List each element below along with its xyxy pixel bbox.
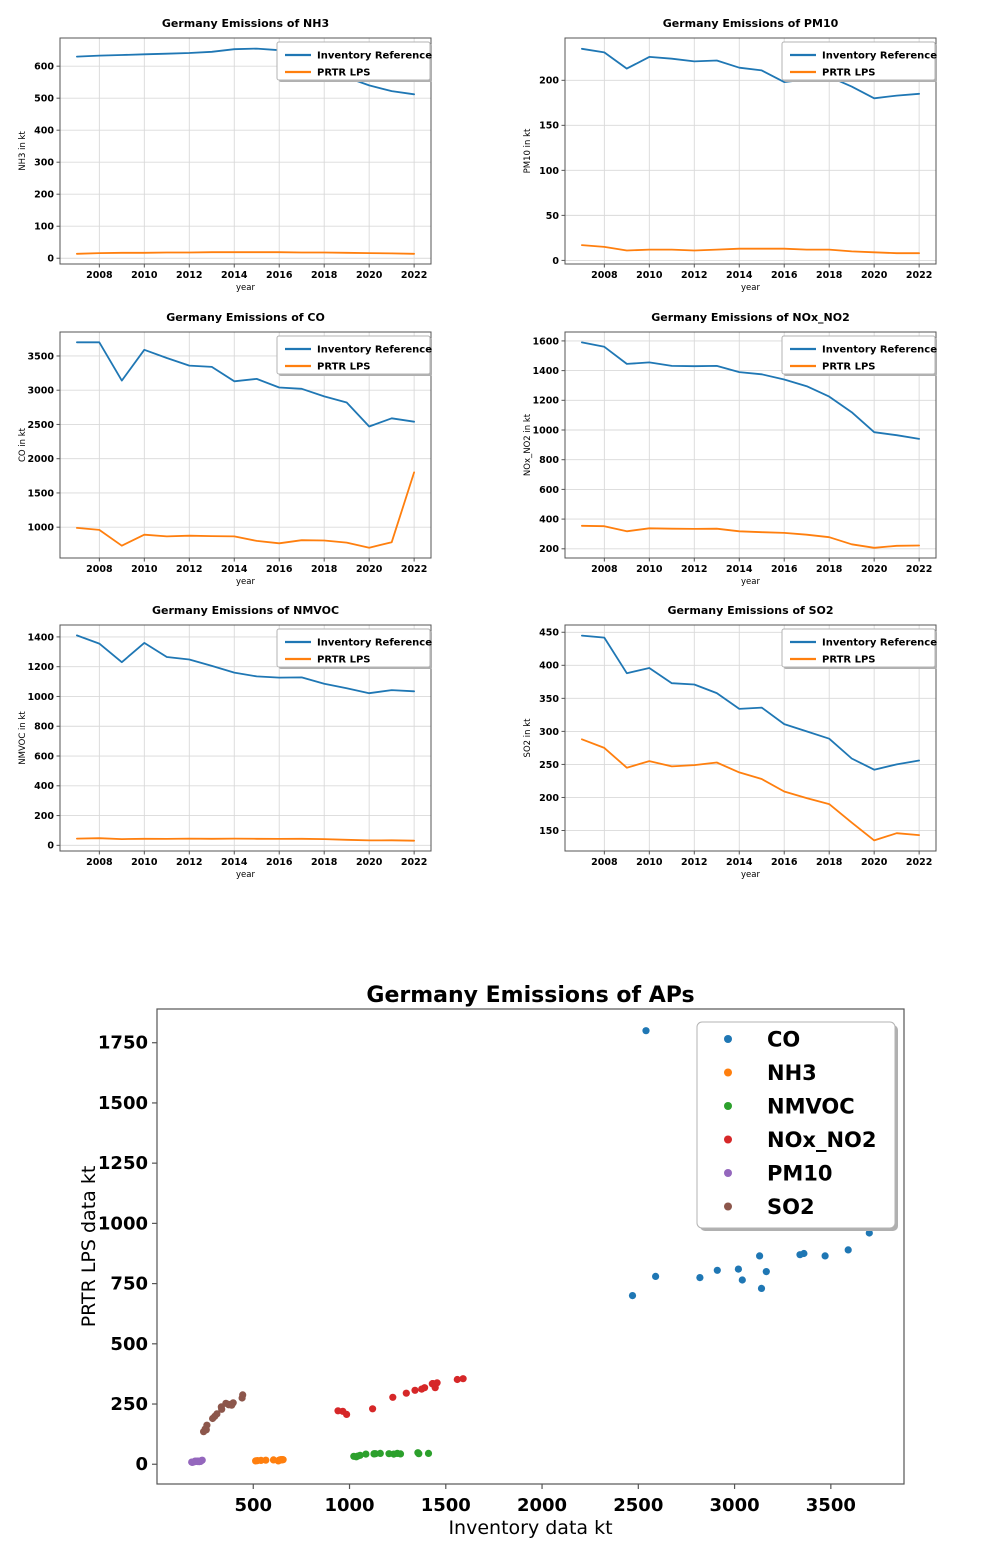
y-tick-label: 450 [539,627,559,639]
series-line-PRTR LPS [77,838,414,841]
points-NOx_NO2 [334,1375,466,1418]
chart-so2-figure [515,595,995,890]
legend-label-SO2: SO2 [767,1195,815,1219]
x-axis-label: year [741,577,760,587]
y-tick-label: 400 [34,125,54,137]
y-tick-label: 1400 [27,632,54,644]
x-tick-label: 2020 [355,270,383,281]
points-SO2 [200,1391,246,1435]
x-axis-label: Inventory data kt [448,1517,613,1539]
y-tick-label: 400 [539,514,559,526]
y-tick-label: 100 [539,165,559,177]
x-tick-label: 2012 [176,857,203,868]
y-tick-label: 1000 [532,425,559,437]
y-tick-label: 0 [552,255,559,267]
x-axis-label: year [741,870,760,880]
y-tick-label: 50 [545,210,559,222]
y-tick-label: 1250 [97,1153,148,1175]
legend-label-NOx_NO2: NOx_NO2 [767,1128,877,1152]
chart-title: Germany Emissions of PM10 [662,17,839,30]
x-tick-label: 2014 [726,564,753,575]
x-tick-label: 2008 [591,857,618,868]
x-axis-label: year [741,283,760,293]
y-tick-label: 500 [110,1333,148,1355]
plot-area [18,311,432,587]
legend-label-NH3: NH3 [767,1061,817,1085]
y-axis-label: NH3 in kt [18,131,28,171]
y-axis-label: PM10 in kt [523,128,533,174]
chart-title: Germany Emissions of APs [366,983,695,1008]
x-tick-label: 2020 [860,857,888,868]
x-tick-label: 2018 [310,270,338,281]
y-tick-label: 1400 [532,366,559,378]
x-tick-label: 2012 [681,564,708,575]
y-tick-label: 500 [34,93,54,105]
y-axis-label: CO in kt [18,427,28,463]
y-tick-label: 200 [34,810,54,822]
y-tick-label: 200 [34,189,54,201]
x-tick-label: 2022 [400,564,428,575]
points-PM10 [188,1457,206,1466]
x-tick-label: 2018 [310,857,338,868]
y-tick-label: 250 [110,1394,148,1416]
x-tick-label: 2018 [310,564,338,575]
x-tick-label: 2022 [905,270,933,281]
y-tick-label: 1000 [97,1213,148,1235]
x-axis-label: year [236,283,255,293]
y-tick-label: 200 [539,792,559,804]
legend-marker-NH3 [724,1069,732,1077]
legend-label-Inventory Reference: Inventory Reference [822,50,937,62]
plot-area [523,17,937,293]
y-axis-label: PRTR LPS data kt [78,1165,100,1328]
legend-marker-NMVOC [724,1102,732,1110]
series-line-PRTR LPS [582,245,919,253]
y-tick-label: 150 [539,825,559,837]
legend-marker-NOx_NO2 [724,1136,732,1144]
y-tick-label: 1200 [27,662,54,674]
y-tick-label: 1500 [27,488,54,500]
y-tick-label: 600 [34,751,54,763]
legend-marker-PM10 [724,1169,732,1177]
series-line-PRTR LPS [582,526,919,548]
x-tick-label: 2008 [591,564,618,575]
legend-marker-SO2 [724,1203,732,1211]
legend-label-Inventory Reference: Inventory Reference [317,50,432,62]
y-tick-label: 200 [539,544,559,556]
x-tick-label: 2020 [355,857,383,868]
chart-aps-scatter-figure [55,973,955,1551]
chart-title: Germany Emissions of NH3 [161,17,330,30]
y-tick-label: 1200 [532,395,559,407]
plot-area [523,604,937,880]
chart-nox-no2 [515,302,995,597]
legend-label-Inventory Reference: Inventory Reference [822,637,937,649]
series-line-PRTR LPS [77,472,414,547]
legend-label-PRTR LPS: PRTR LPS [822,67,876,79]
x-tick-label: 2010 [131,564,158,575]
x-tick-label: 2010 [636,564,663,575]
y-tick-label: 1750 [97,1032,148,1054]
y-tick-label: 2000 [27,454,54,466]
x-tick-label: 2014 [726,270,753,281]
x-tick-label: 2012 [176,564,203,575]
x-tick-label: 2018 [815,857,843,868]
x-tick-label: 2016 [266,857,293,868]
x-tick-label: 2016 [771,270,798,281]
points-NMVOC [350,1449,432,1460]
y-tick-label: 600 [539,484,559,496]
x-tick-label: 2020 [860,270,888,281]
x-tick-label: 2016 [771,857,798,868]
x-tick-label: 3500 [805,1495,856,1516]
x-tick-label: 2012 [681,270,708,281]
y-tick-label: 1500 [97,1092,148,1114]
x-tick-label: 2022 [905,564,933,575]
y-tick-label: 150 [539,120,559,132]
x-tick-label: 2020 [355,564,383,575]
y-tick-label: 250 [539,759,559,771]
y-tick-label: 200 [539,75,559,87]
y-tick-label: 3000 [27,385,54,397]
y-tick-label: 100 [34,221,54,233]
y-tick-label: 350 [539,693,559,705]
chart-nmvoc-figure [10,595,490,890]
plot-area [78,983,904,1539]
y-tick-label: 300 [34,157,54,169]
x-axis-label: year [236,577,255,587]
x-tick-label: 2008 [86,857,113,868]
y-tick-label: 1600 [532,336,559,348]
y-tick-label: 400 [539,660,559,672]
x-tick-label: 2012 [681,857,708,868]
x-tick-label: 2022 [400,270,428,281]
chart-aps-scatter [55,973,955,1551]
chart-title: Germany Emissions of SO2 [667,604,834,617]
x-tick-label: 2018 [815,564,843,575]
legend-label-PRTR LPS: PRTR LPS [822,361,876,373]
chart-co-figure [10,302,490,597]
y-tick-label: 400 [34,781,54,793]
plot-area [18,604,432,880]
x-tick-label: 500 [234,1495,273,1516]
y-tick-label: 300 [539,726,559,738]
legend-label-Inventory Reference: Inventory Reference [317,344,432,356]
legend-label-Inventory Reference: Inventory Reference [317,637,432,649]
x-tick-label: 2010 [636,857,663,868]
x-tick-label: 2010 [131,270,158,281]
legend-label-CO: CO [767,1027,801,1052]
legend-label-NMVOC: NMVOC [767,1094,855,1119]
x-tick-label: 2014 [726,857,753,868]
chart-nh3-figure [10,8,490,303]
chart-title: Germany Emissions of CO [166,311,325,324]
x-tick-label: 2018 [815,270,843,281]
chart-pm10 [515,8,995,303]
chart-nh3 [10,8,490,303]
x-tick-label: 2010 [131,857,158,868]
chart-co [10,302,490,597]
y-tick-label: 800 [34,721,54,733]
x-tick-label: 2016 [266,564,293,575]
chart-nmvoc [10,595,490,890]
x-axis-label: year [236,870,255,880]
x-tick-label: 2500 [613,1495,664,1516]
x-tick-label: 2008 [591,270,618,281]
x-tick-label: 2008 [86,270,113,281]
points-NH3 [252,1456,287,1464]
x-tick-label: 2016 [266,270,293,281]
y-tick-label: 2500 [27,419,54,431]
y-tick-label: 750 [110,1273,148,1295]
plot-area [523,311,937,587]
y-tick-label: 1000 [27,691,54,703]
y-tick-label: 800 [539,455,559,467]
y-axis-label: NMVOC in kt [18,711,28,765]
y-tick-label: 0 [47,253,54,265]
x-tick-label: 2020 [860,564,888,575]
series-line-PRTR LPS [582,739,919,840]
x-tick-label: 2014 [221,564,248,575]
y-tick-label: 0 [47,840,54,852]
x-tick-label: 2000 [516,1495,568,1516]
plot-area [18,17,432,293]
x-tick-label: 2016 [771,564,798,575]
x-tick-label: 2022 [905,857,933,868]
x-tick-label: 2014 [221,857,248,868]
x-tick-label: 3000 [709,1495,760,1516]
legend-marker-CO [724,1035,732,1043]
chart-title: Germany Emissions of NOx_NO2 [651,311,850,324]
x-tick-label: 2014 [221,270,248,281]
y-axis-label: NOx_NO2 in kt [523,413,533,477]
y-tick-label: 0 [135,1454,148,1476]
chart-nox-no2-figure [515,302,995,597]
y-axis-label: SO2 in kt [523,718,533,758]
legend-label-PRTR LPS: PRTR LPS [317,654,371,666]
x-tick-label: 2008 [86,564,113,575]
x-tick-label: 2010 [636,270,663,281]
legend-label-Inventory Reference: Inventory Reference [822,344,937,356]
x-tick-label: 1500 [420,1495,471,1516]
x-tick-label: 1000 [324,1495,375,1516]
chart-title: Germany Emissions of NMVOC [151,604,340,617]
y-tick-label: 1000 [27,522,54,534]
y-tick-label: 600 [34,61,54,73]
x-tick-label: 2012 [176,270,203,281]
x-tick-label: 2022 [400,857,428,868]
legend-label-PRTR LPS: PRTR LPS [822,654,876,666]
legend-label-PM10: PM10 [767,1161,833,1186]
chart-so2 [515,595,995,890]
legend-label-PRTR LPS: PRTR LPS [317,361,371,373]
legend-label-PRTR LPS: PRTR LPS [317,67,371,79]
series-line-PRTR LPS [77,252,414,254]
y-tick-label: 3500 [27,351,54,363]
chart-pm10-figure [515,8,995,303]
